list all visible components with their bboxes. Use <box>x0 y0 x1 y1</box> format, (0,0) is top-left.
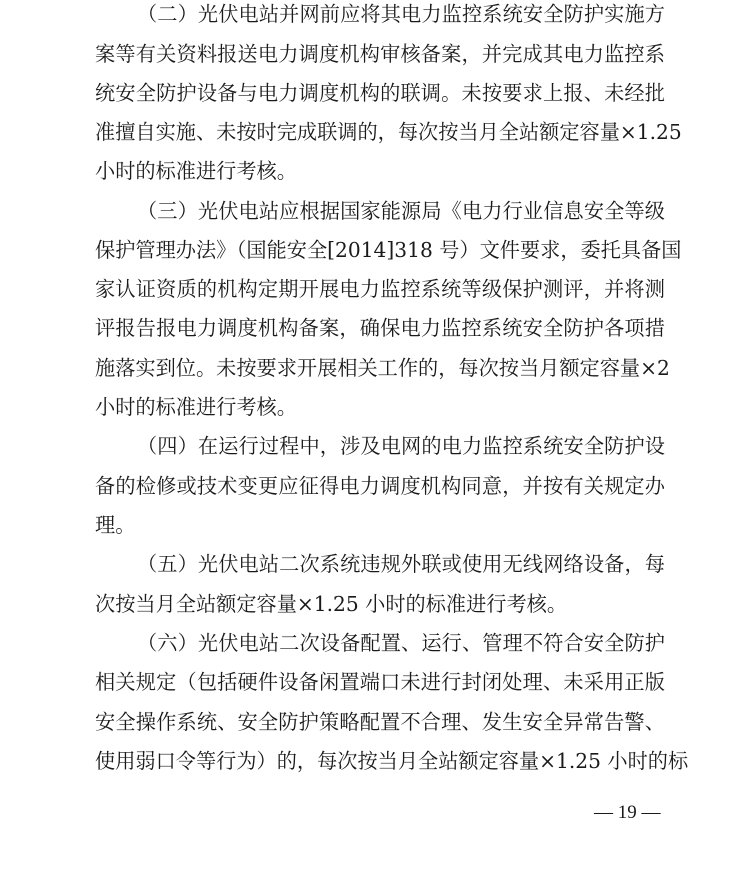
paragraph-3-line-1: （三）光伏电站应根据国家能源局《电力行业信息安全等级 <box>137 199 665 223</box>
paragraph-5-line-1: （五）光伏电站二次系统违规外联或使用无线网络设备，每 <box>137 552 665 576</box>
paragraph-2-line-3: 统安全防护设备与电力调度机构的联调。未按要求上报、未经批 <box>95 81 665 105</box>
paragraph-3-line-4: 评报告报电力调度机构备案，确保电力监控系统安全防护各项措 <box>95 316 665 340</box>
paragraph-6-line-1: （六）光伏电站二次设备配置、运行、管理不符合安全防护 <box>137 631 665 655</box>
page-number: — 19 — <box>594 802 661 823</box>
paragraph-6-line-2: 相关规定（包括硬件设备闲置端口未进行封闭处理、未采用正版 <box>95 670 665 694</box>
paragraph-4-line-1: （四）在运行过程中，涉及电网的电力监控系统安全防护设 <box>137 434 665 458</box>
paragraph-6-line-3: 安全操作系统、安全防护策略配置不合理、发生安全异常告警、 <box>95 710 665 734</box>
paragraph-3-line-2: 保护管理办法》（国能安全[2014]318 号）文件要求，委托具备国 <box>95 238 682 262</box>
paragraph-2-line-4: 准擅自实施、未按时完成联调的，每次按当月全站额定容量×1.25 <box>95 120 682 144</box>
paragraph-4-line-2: 备的检修或技术变更应征得电力调度机构同意，并按有关规定办 <box>95 474 665 498</box>
paragraph-5-line-2: 次按当月全站额定容量×1.25 小时的标准进行考核。 <box>95 592 568 616</box>
paragraph-3-line-3: 家认证资质的机构定期开展电力监控系统等级保护测评，并将测 <box>95 277 665 301</box>
paragraph-2-line-2: 案等有关资料报送电力调度机构审核备案，并完成其电力监控系 <box>95 42 665 66</box>
paragraph-3-line-5: 施落实到位。未按要求开展相关工作的，每次按当月额定容量×2 <box>95 356 670 380</box>
paragraph-4-line-3: 理。 <box>95 513 136 537</box>
paragraph-2-line-1: （二）光伏电站并网前应将其电力监控系统安全防护实施方 <box>137 2 665 26</box>
paragraph-6-line-4: 使用弱口令等行为）的，每次按当月全站额定容量×1.25 小时的标 <box>95 749 689 773</box>
paragraph-2-line-5: 小时的标准进行考核。 <box>95 159 297 183</box>
paragraph-3-line-6: 小时的标准进行考核。 <box>95 395 297 419</box>
